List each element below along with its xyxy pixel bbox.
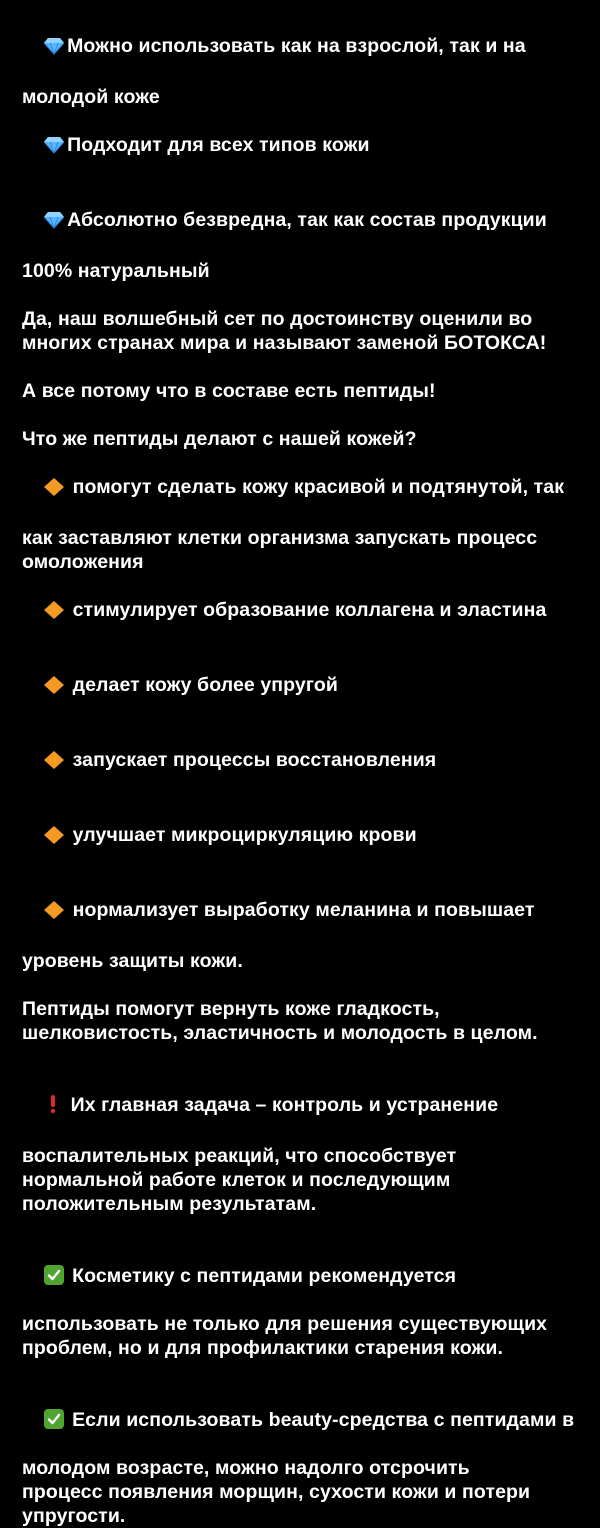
paragraph-text: Если использовать beauty-средства с пептидами в	[72, 1409, 575, 1431]
bullet-line	[22, 109, 588, 184]
bullet-line	[22, 451, 588, 526]
bullet-text: нормализует выработку меланина и повышает	[67, 899, 535, 921]
paragraph-text: Их главная задача – контроль и устранение	[65, 1094, 499, 1116]
bullet-line	[22, 649, 588, 724]
orange-diamond-icon	[44, 901, 64, 925]
bullet-text: помогут сделать кожу красивой и подтянутой, так	[67, 476, 565, 498]
bullet-text: Можно использовать как на взрослой, так и на	[67, 35, 526, 57]
bullet-text-cont: как заставляют клетки организма запускать процесс	[22, 527, 538, 549]
bullet-text: Подходит для всех типов кожи	[67, 134, 370, 156]
green-check-icon	[44, 1265, 64, 1285]
bullet-text-cont: молодой коже	[22, 86, 160, 108]
paragraph-line: А все потому что в составе есть пептиды!	[22, 380, 436, 402]
green-check-icon	[44, 1409, 64, 1429]
paragraph-line	[22, 1240, 588, 1312]
paragraph-line: нормальной работе клеток и последующим	[22, 1169, 451, 1191]
paragraph-line	[22, 1069, 588, 1144]
orange-diamond-icon	[44, 601, 64, 625]
orange-diamond-icon	[44, 751, 64, 775]
paragraph-line: упругости.	[22, 1505, 126, 1527]
gem-icon	[44, 211, 64, 235]
bullet-text-cont: уровень защиты кожи.	[22, 950, 243, 972]
orange-diamond-icon	[44, 826, 64, 850]
bullet-text-cont: омоложения	[22, 551, 144, 573]
paragraph-line: воспалительных реакций, что способствует	[22, 1145, 457, 1167]
gem-icon	[44, 136, 64, 160]
bullet-line	[22, 184, 588, 259]
bullet-text: стимулирует образование коллагена и эластина	[67, 599, 547, 621]
paragraph-line: процесс появления морщин, сухости кожи и потери	[22, 1481, 531, 1503]
paragraph-line: многих странах мира и называют заменой БОТОКСА!	[22, 332, 547, 354]
paragraph-line	[22, 1384, 588, 1456]
bullet-text: Абсолютно безвредна, так как состав продукции	[67, 209, 547, 231]
orange-diamond-icon	[44, 676, 64, 700]
post-text	[22, 10, 588, 1528]
bullet-text-cont: 100% натуральный	[22, 260, 210, 282]
bullet-line	[22, 799, 588, 874]
paragraph-line: Пептиды помогут вернуть коже гладкость,	[22, 998, 440, 1020]
bullet-line	[22, 724, 588, 799]
paragraph-line: положительным результатам.	[22, 1193, 317, 1215]
paragraph-line: проблем, но и для профилактики старения кожи.	[22, 1337, 504, 1359]
bullet-text: запускает процессы восстановления	[67, 749, 437, 771]
paragraph-line: Да, наш волшебный сет по достоинству оценили во	[22, 308, 533, 330]
paragraph-line: молодом возрасте, можно надолго отсрочить	[22, 1457, 470, 1479]
gem-icon	[44, 37, 64, 61]
bullet-line	[22, 874, 588, 949]
bullet-text: делает кожу более упругой	[67, 674, 338, 696]
paragraph-line: шелковистость, эластичность и молодость в целом.	[22, 1022, 538, 1044]
red-exclamation-icon	[44, 1094, 62, 1120]
bullet-line	[22, 10, 588, 85]
bullet-line	[22, 574, 588, 649]
bullet-text: улучшает микроциркуляцию крови	[67, 824, 417, 846]
orange-diamond-icon	[44, 478, 64, 502]
paragraph-line: использовать не только для решения существующих	[22, 1313, 548, 1335]
paragraph-text: Косметику с пептидами рекомендуется	[72, 1265, 457, 1287]
paragraph-line: Что же пептиды делают с нашей кожей?	[22, 428, 417, 450]
